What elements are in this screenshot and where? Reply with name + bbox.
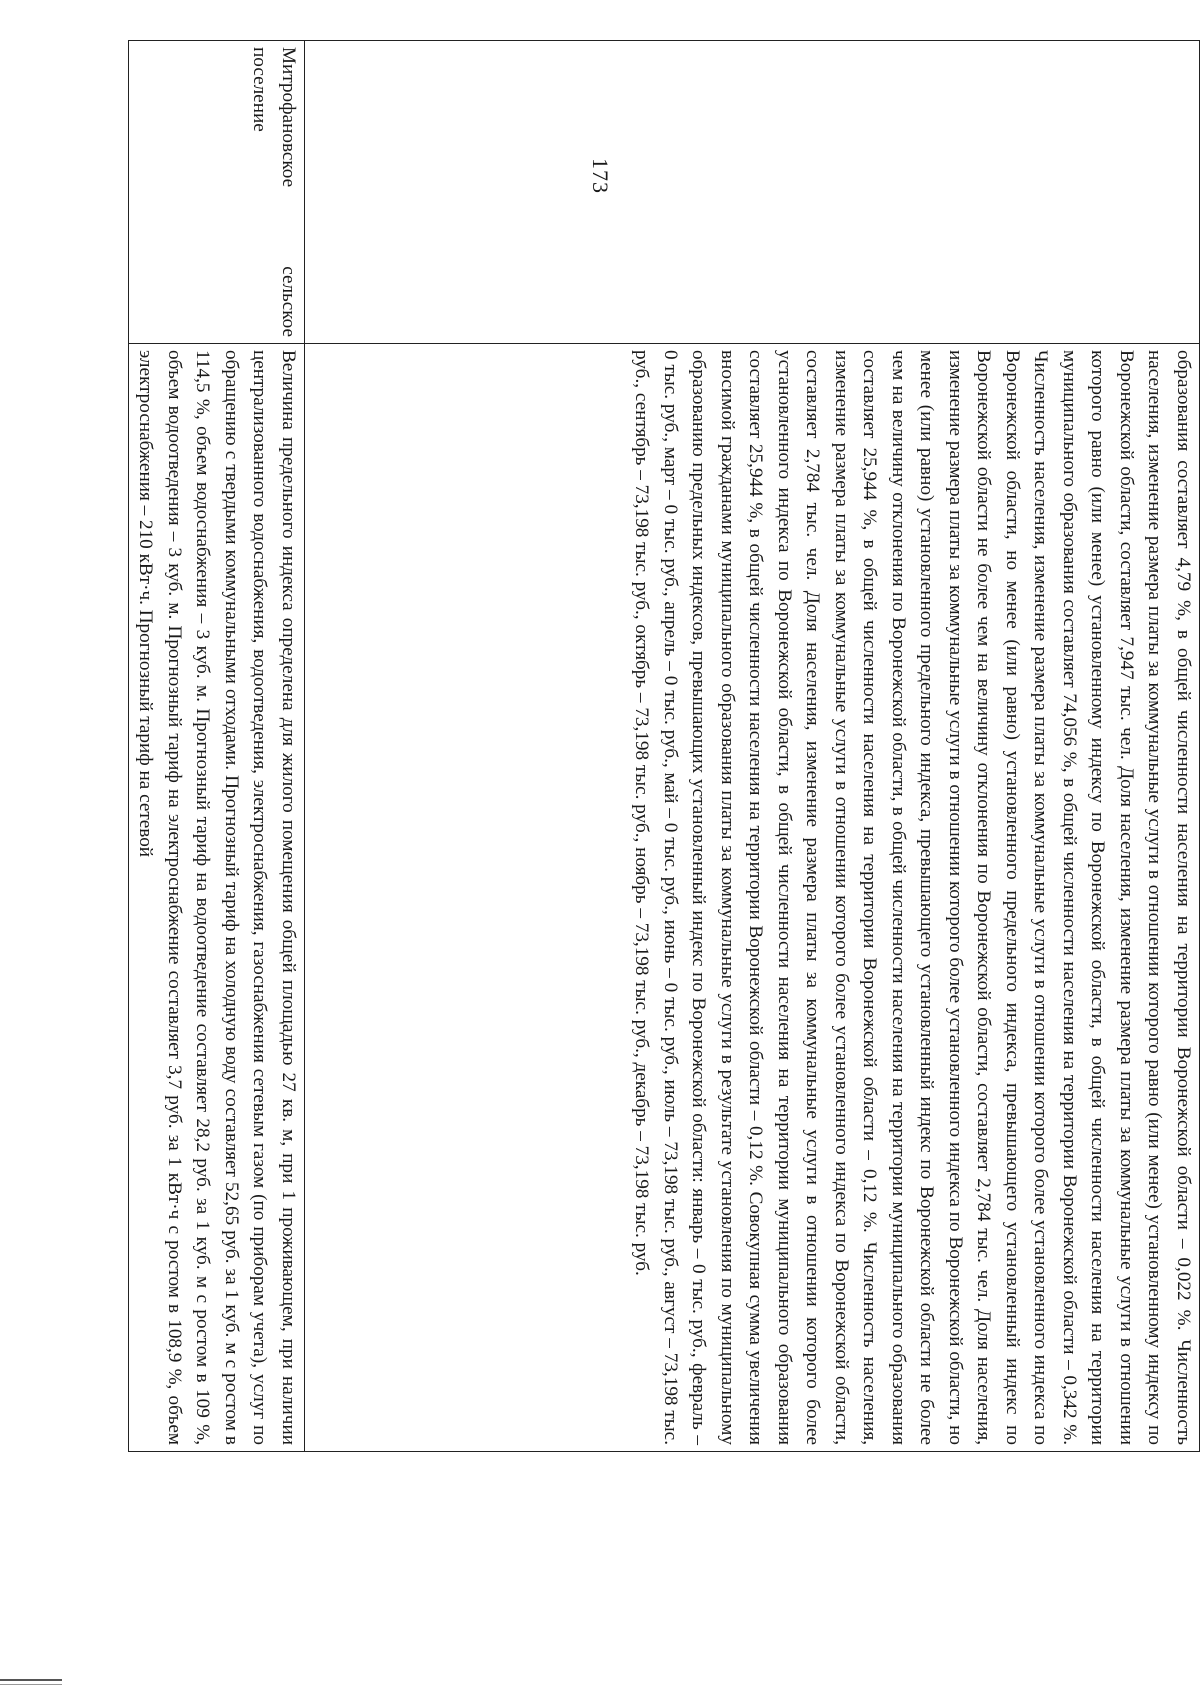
rotated-table-sheet: [135, 40, 1200, 1445]
scan-margin-mark: [0, 1684, 62, 1685]
municipality-name-cell: [305, 41, 1200, 344]
scan-margin-mark: [0, 1679, 62, 1681]
municipality-name-cell: Митрофановское сельское поселение: [129, 41, 305, 344]
table-row: [129, 41, 305, 1452]
description-cell: Величина предельного индекса определена для жилого помещения общей площадью 27 кв. м, при 1 проживающем, при наличии централизованного водоснабжения, водоотведения, электроснабжения, газоснабжения сетевым газом (по приборам учета), услуг по обращению с твердыми коммунальными отходами. Прогнозный тариф на холодную воду составляет 52,65 руб. за 1 куб. м с ростом в 114,5 %, объем водоснабжения – 3 куб. м. Прогнозный тариф на водоотведение составляет 28,2 руб. за 1 куб. м с ростом в 109 %, объем водоотведения – 3 куб. м. Прогнозный тариф на электроснабжение составляет 3,7 руб. за 1 кВт·ч с ростом в 108,9 %, объем электроснабжения – 210 кВт·ч. Прогнозный тариф на сетевой: [129, 344, 305, 1452]
page-number: 173: [588, 158, 613, 194]
description-cell: образования составляет 4,79 %, в общей численности населения на территории Воронежской области – 0,022 %. Численность населения, изменение размера платы за коммунальные услуги в отношении которого равно (или менее) установленному индексу по Воронежской области, составляет 7,947 тыс. чел. Доля населения, изменение размера платы за коммунальные услуги в отношении которого равно (или менее) установленному индексу по Воронежской области, в общей численности населения на территории муниципального образования составляет 74,056 %, в общей численности населения на территории Воронежской области – 0,342 %. Численность населения, изменение размера платы за коммунальные услуги в отношении которого более установленного индекса по Воронежской области, но менее (или равно) установленного предельного индекса, превышающего установленный индекс по Воронежской области не более чем на величину отклонения по Воронежской области, составляет 2,784 тыс. чел. Доля населения, изменение размера платы за коммунальные услуги в отношении которого более установленного индекса по Воронежской области, но менее (или равно) установленного предельного индекса, превышающего установленный индекс по Воронежской области не более чем на величину отклонения по Воронежской области, в общей численности населения на территории муниципального образования составляет 25,944 %, в общей численности населения на территории Воронежской области – 0,12 %. Численность населения, изменение размера платы за коммунальные услуги в отношении которого более установленного индекса по Воронежской области, составляет 2,784 тыс. чел. Доля населения, изменение размера платы за коммунальные услуги в отношении которого более установленного индекса по Воронежской области, в общей численности населения на территории муниципального образования составляет 25,944 %, в общей численности населения на территории Воронежской области – 0,12 %. Совокупная сумма увеличения вносимой гражданами муниципального образования платы за коммунальные услуги в результате установления по муниципальному образованию предельных индексов, превышающих установленный индекс по Воронежской области: январь – 0 тыс. руб., февраль – 0 тыс. руб., март – 0 тыс. руб., апрель – 0 тыс. руб., май – 0 тыс. руб., июнь – 0 тыс. руб., июль – 73,198 тыс. руб., август – 73,198 тыс. руб., сентябрь – 73,198 тыс. руб., октябрь – 73,198 тыс. руб., ноябрь – 73,198 тыс. руб., декабрь – 73,198 тыс. руб.: [305, 344, 1200, 1452]
table-row: [305, 41, 1200, 1452]
document-table: [128, 40, 1200, 1452]
